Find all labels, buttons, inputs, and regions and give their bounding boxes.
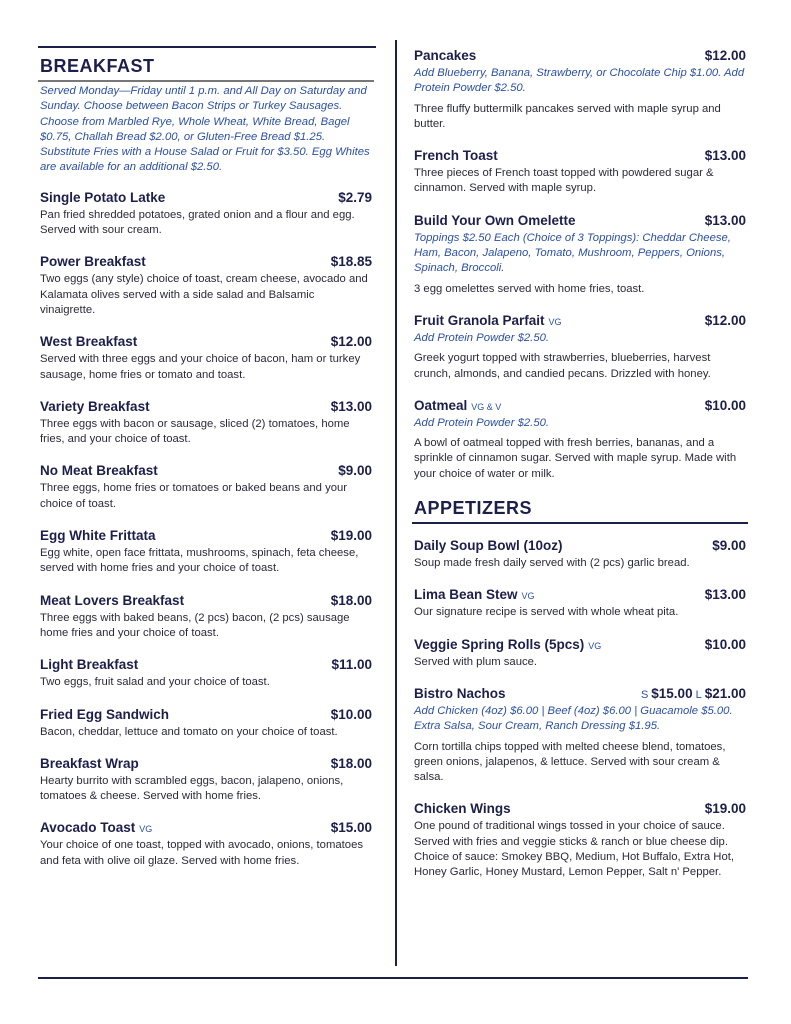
item-description: Soup made fresh daily served with (2 pcs) garlic bread. bbox=[414, 557, 690, 570]
item-name: Daily Soup Bowl (10oz) bbox=[414, 538, 563, 554]
section-title: BREAKFAST bbox=[40, 56, 155, 76]
item-description: A bowl of oatmeal topped with fresh berries, bananas, and a sprinkle of cinnamon sugar. Served with maple syrup. Made with your choice of water or milk. bbox=[414, 437, 737, 480]
item-description: Our signature recipe is served with whole wheat pita. bbox=[414, 606, 679, 619]
item-note: Toppings $2.50 Each (Choice of 3 Toppings): Cheddar Cheese, Ham, Bacon, Jalapeno, Tomato, Mushroom, Peppers, Onions, Spinach, Broccoli. bbox=[414, 231, 731, 275]
item-name: Build Your Own Omelette bbox=[414, 212, 576, 228]
item-header bbox=[40, 190, 372, 205]
item-description: Corn tortilla chips topped with melted cheese blend, tomatoes, green onions, jalapenos, & lettuce. Served with sour cream & salsa. bbox=[414, 740, 726, 784]
item-name: Chicken Wings bbox=[414, 801, 511, 817]
item-name: Power Breakfast bbox=[40, 254, 146, 270]
section-note: Served Monday—Friday until 1 p.m. and All Day on Saturday and Sunday. Choose between Bacon Strips or Turkey Sausages. Choose from Marbled Rye, Whole Wheat, White Bread, Bagel $0.75, Challah Bread $2.00, or Gluten-Free Bread $1.25. Substitute Fries with a House Salad or Fruit for $3.50. Egg Whites are available for an additional $2.50. bbox=[40, 85, 370, 174]
top-divider bbox=[38, 46, 376, 48]
item-description: Served with plum sauce. bbox=[414, 655, 538, 668]
item-price: $15.00 bbox=[330, 820, 372, 836]
item-header bbox=[414, 48, 746, 63]
item-name: French Toast bbox=[414, 148, 498, 164]
menu-item bbox=[414, 48, 746, 132]
item-header bbox=[40, 463, 372, 478]
item-name: Avocado Toast bbox=[40, 820, 136, 836]
item-name: No Meat Breakfast bbox=[40, 463, 158, 479]
item-note: Add Protein Powder $2.50. bbox=[414, 416, 550, 429]
item-name: Pancakes bbox=[414, 48, 477, 63]
item-header bbox=[414, 398, 746, 413]
diet-tag: VG bbox=[521, 591, 535, 602]
item-header bbox=[414, 313, 746, 328]
item-description: 3 egg omelettes served with home fries, toast. bbox=[414, 282, 645, 295]
menu-item bbox=[40, 707, 372, 740]
item-description: Three eggs with baked beans, (2 pcs) bacon, (2 pcs) sausage home fries and your choice of toast. bbox=[40, 611, 350, 639]
item-name: Variety Breakfast bbox=[40, 398, 150, 414]
size-label: S bbox=[640, 688, 649, 701]
menu-item bbox=[414, 313, 746, 382]
item-price: $13.00 bbox=[704, 148, 746, 164]
item-description: Three eggs, home fries or tomatoes or baked beans and your choice of toast. bbox=[40, 482, 348, 510]
item-description: Bacon, cheddar, lettuce and tomato on your choice of toast. bbox=[40, 725, 338, 738]
item-name: Veggie Spring Rolls (5pcs) bbox=[414, 636, 585, 652]
menu-item bbox=[414, 398, 746, 482]
item-description: Three eggs with bacon or sausage, sliced (2) tomatoes, home fries, and your choice of toast. bbox=[40, 417, 350, 446]
item-description: One pound of traditional wings tossed in your choice of sauce. Served with fries and veggie sticks & ranch or blue cheese dip. Choice of sauce: Smokey BBQ, Medium, Hot Buffalo, Extra Hot, Honey Garlic, Honey Mustard, Lemon Pepper, Salt n' Pepper. bbox=[414, 820, 735, 879]
menu-item bbox=[40, 399, 372, 448]
item-description: Egg white, open face frittata, mushrooms, spinach, feta cheese, served with home fries and your choice of toast. bbox=[40, 547, 359, 575]
item-name: Fruit Granola Parfait bbox=[414, 312, 545, 328]
item-name: Bistro Nachos bbox=[414, 685, 506, 701]
item-note: Add Chicken (4oz) $6.00 | Beef (4oz) $6.00 | Guacamole $5.00. Extra Salsa, Sour Cream, Ranch Dressing $1.95. bbox=[414, 704, 733, 733]
menu-item bbox=[40, 528, 372, 577]
item-price: $12.00 bbox=[704, 48, 746, 63]
size-label: L bbox=[695, 688, 702, 701]
item-header bbox=[40, 756, 372, 771]
item-description: Your choice of one toast, topped with avocado, onions, tomatoes and feta with olive oil glaze. Served with home fries. bbox=[40, 839, 364, 867]
item-price: $12.00 bbox=[704, 312, 746, 328]
menu-item bbox=[40, 593, 372, 642]
menu-item bbox=[414, 801, 746, 880]
item-header bbox=[40, 528, 372, 543]
section-rule bbox=[412, 522, 748, 524]
column-divider bbox=[395, 40, 397, 966]
bottom-divider bbox=[38, 977, 748, 979]
section-rule bbox=[38, 80, 374, 82]
menu-item bbox=[414, 213, 746, 297]
item-header bbox=[414, 801, 746, 816]
menu-item bbox=[40, 190, 372, 239]
item-description: Greek yogurt topped with strawberries, blueberries, harvest crunch, almonds, and candied pecans. Drizzled with honey. bbox=[414, 352, 711, 380]
item-header bbox=[414, 587, 746, 602]
breakfast-section bbox=[40, 56, 372, 885]
item-price: $21.00 bbox=[704, 685, 746, 701]
item-header bbox=[40, 254, 372, 269]
item-note: Add Protein Powder $2.50. bbox=[414, 331, 550, 344]
item-price: $10.00 bbox=[704, 636, 746, 652]
item-name: West Breakfast bbox=[40, 334, 138, 350]
item-price: $18.00 bbox=[330, 592, 372, 608]
item-name: Breakfast Wrap bbox=[40, 755, 139, 771]
item-name: Single Potato Latke bbox=[40, 189, 166, 205]
item-price: $10.00 bbox=[704, 397, 746, 413]
item-price: $19.00 bbox=[704, 801, 746, 817]
item-header bbox=[40, 820, 372, 835]
item-price: $11.00 bbox=[331, 657, 372, 673]
item-price: $10.00 bbox=[330, 706, 372, 722]
item-note: Add Blueberry, Banana, Strawberry, or Chocolate Chip $1.00. Add Protein Powder $2.50. bbox=[414, 67, 745, 95]
diet-tag: VG bbox=[588, 640, 602, 651]
diet-tag: VG bbox=[548, 316, 562, 327]
item-price: $9.00 bbox=[338, 463, 372, 479]
item-header bbox=[40, 593, 372, 608]
item-price: $13.00 bbox=[330, 398, 372, 414]
item-description: Three pieces of French toast topped with powdered sugar & cinnamon. Served with maple syrup. bbox=[414, 167, 714, 195]
item-price: $19.00 bbox=[330, 528, 372, 544]
item-price: $2.79 bbox=[338, 189, 372, 205]
item-header bbox=[414, 213, 746, 228]
menu-item bbox=[414, 686, 746, 785]
section-title: APPETIZERS bbox=[414, 498, 533, 519]
item-header bbox=[414, 637, 746, 652]
item-description: Two eggs, fruit salad and your choice of toast. bbox=[40, 676, 270, 689]
item-name: Fried Egg Sandwich bbox=[40, 706, 170, 722]
item-name: Lima Bean Stew bbox=[414, 587, 518, 603]
item-description: Hearty burrito with scrambled eggs, bacon, jalapeno, onions, tomatoes & cheese. Served with home fries. bbox=[40, 774, 344, 803]
menu-item bbox=[40, 334, 372, 383]
item-name: Oatmeal bbox=[414, 397, 468, 413]
item-price: $12.00 bbox=[330, 334, 372, 350]
item-description: Served with three eggs and your choice of bacon, ham or turkey sausage, home fries or tomato and toast. bbox=[40, 353, 361, 381]
menu-item bbox=[40, 254, 372, 318]
item-price: $18.85 bbox=[330, 254, 372, 270]
menu-item bbox=[40, 756, 372, 805]
menu-item bbox=[414, 587, 746, 620]
item-price: $13.00 bbox=[704, 587, 746, 603]
item-name: Egg White Frittata bbox=[40, 528, 156, 544]
item-header bbox=[414, 148, 746, 163]
menu-item bbox=[40, 820, 372, 869]
breakfast-continued bbox=[414, 48, 746, 897]
diet-tag: VG & V bbox=[471, 401, 502, 412]
item-price: $9.00 bbox=[712, 538, 746, 554]
item-description: Three fluffy buttermilk pancakes served with maple syrup and butter. bbox=[414, 102, 721, 130]
item-header bbox=[40, 399, 372, 414]
menu-item bbox=[40, 463, 372, 512]
item-price: $18.00 bbox=[330, 755, 372, 771]
item-name: Light Breakfast bbox=[40, 657, 139, 673]
menu-item bbox=[414, 538, 746, 571]
item-header bbox=[414, 686, 746, 701]
item-price-small: $15.00 bbox=[651, 685, 693, 701]
item-header bbox=[40, 707, 372, 722]
item-name: Meat Lovers Breakfast bbox=[40, 592, 185, 608]
item-description: Pan fried shredded potatoes, grated onion and a flour and egg. Served with sour cream. bbox=[40, 208, 355, 237]
item-header bbox=[40, 334, 372, 349]
menu-item bbox=[40, 657, 372, 690]
item-description: Two eggs (any style) choice of toast, cream cheese, avocado and Kalamata olives served with a side salad and Balsamic vinaigrette. bbox=[40, 273, 368, 316]
item-header bbox=[414, 538, 746, 553]
item-price: $13.00 bbox=[704, 212, 746, 228]
item-header bbox=[40, 657, 372, 672]
diet-tag: VG bbox=[139, 824, 153, 835]
menu-item bbox=[414, 637, 746, 670]
menu-item bbox=[414, 148, 746, 197]
